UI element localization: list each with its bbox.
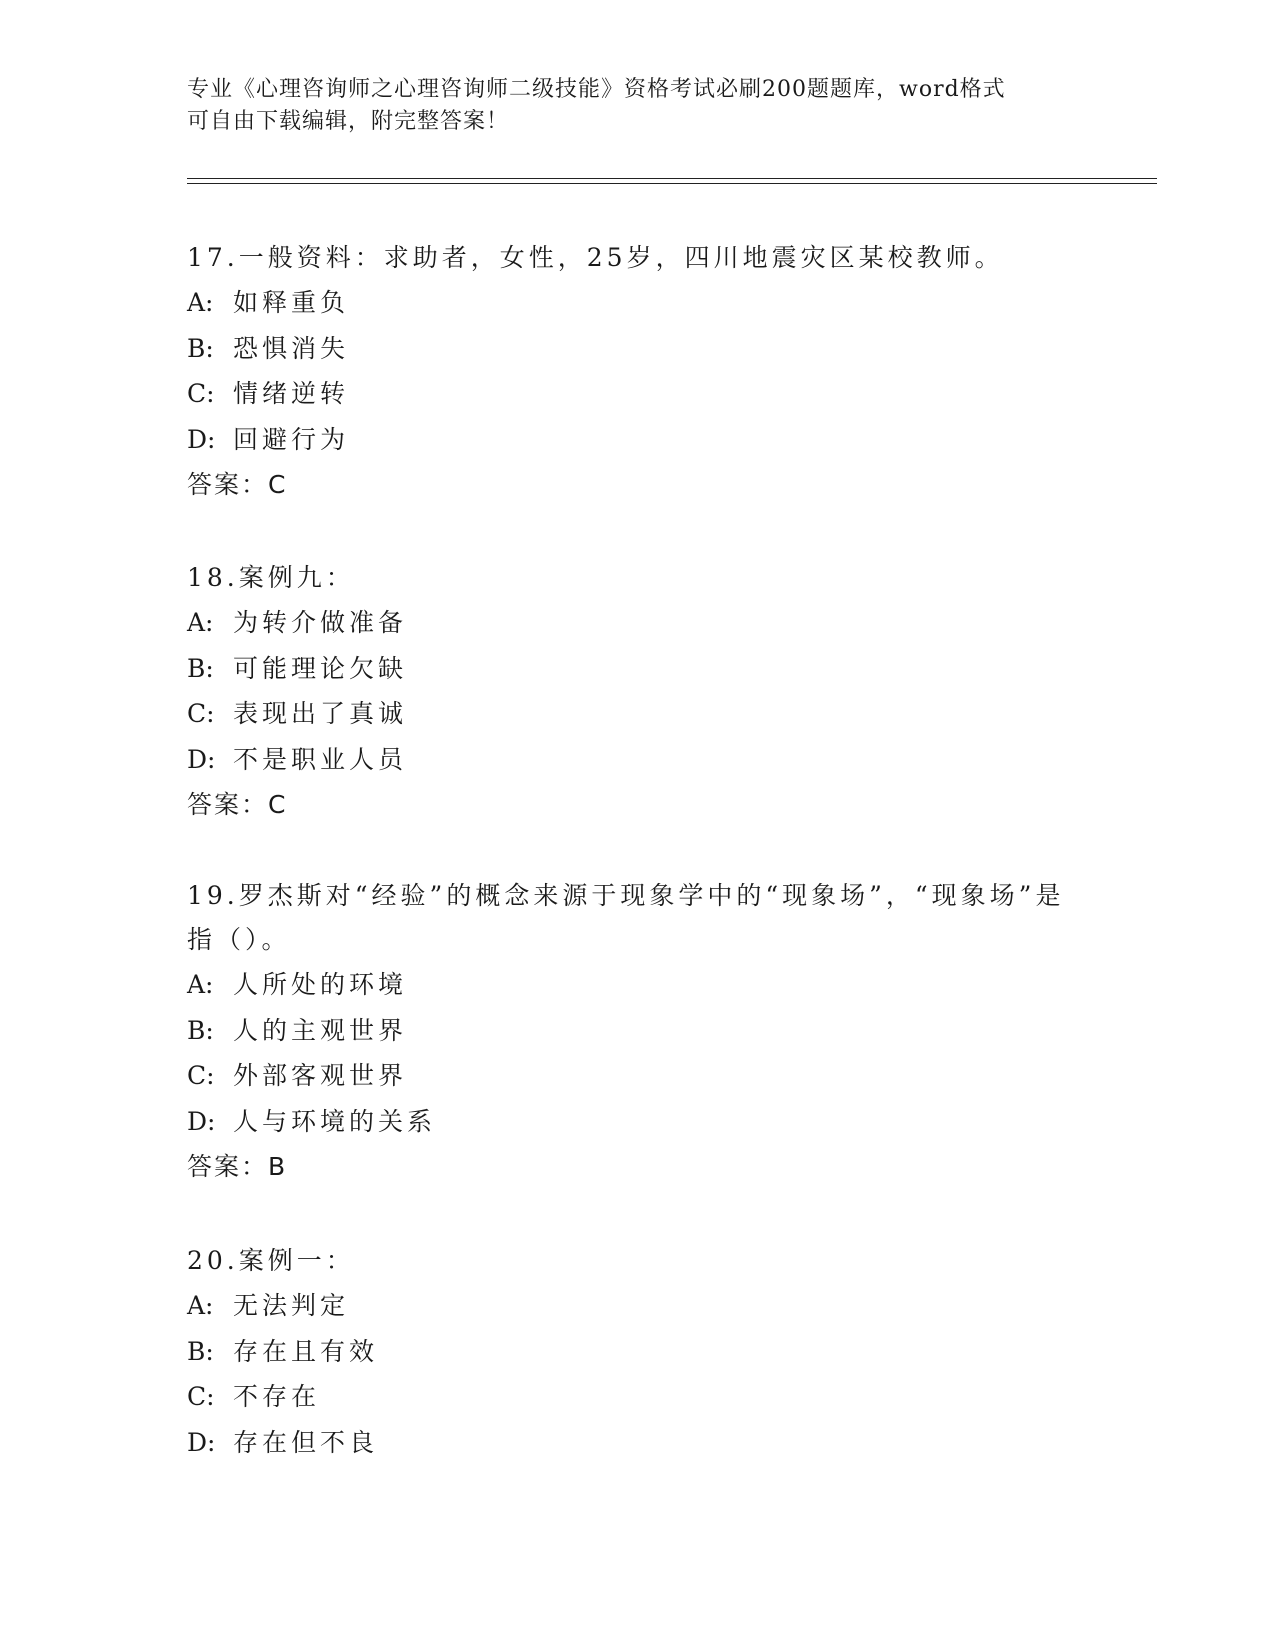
option-a [187,962,1087,1008]
option-b [187,326,1087,372]
option-letter: C: [187,1061,215,1090]
option-text: 为转介做准备 [233,608,408,637]
option-letter: A: [187,1291,214,1320]
option-b [187,646,1087,692]
option-text: 情绪逆转 [233,379,350,408]
question-17 [187,236,1087,507]
option-b [187,1329,1087,1375]
question-text: 18.案例九： [187,563,355,592]
header-divider-top [187,178,1157,179]
option-letter: B: [187,1015,214,1045]
option-letter: D: [187,1427,216,1457]
option-letter: B: [187,653,214,683]
option-letter: D: [187,424,216,454]
answer-line: 答案：C [187,790,288,819]
header-line-1: 专业《心理咨询师之心理咨询师二级技能》资格考试必刷200题题库，word格式 [187,77,1006,102]
option-letter: A: [187,970,214,999]
option-b [187,1008,1087,1054]
option-text: 不是职业人员 [233,744,408,774]
option-d [187,1099,1087,1145]
header-line-2: 可自由下载编辑，附完整答案！ [187,109,510,134]
option-text: 表现出了真诚 [233,699,408,728]
option-letter: D: [187,744,216,774]
answer-line: 答案：B [187,1152,288,1181]
option-letter: C: [187,1382,215,1411]
option-letter: A: [187,608,214,637]
option-text: 人所处的环境 [233,970,408,999]
document-header [187,74,1087,138]
option-text: 存在且有效 [233,1336,379,1366]
option-text: 恐惧消失 [233,333,350,363]
option-letter: C: [187,379,215,408]
question-19 [187,874,1087,1189]
header-divider-bottom [187,183,1157,184]
answer-line: 答案：C [187,470,288,499]
question-text: 20.案例一： [187,1246,355,1275]
option-letter: A: [187,288,214,317]
option-d [187,737,1087,783]
option-text: 无法判定 [233,1291,350,1320]
option-text: 可能理论欠缺 [233,653,408,683]
option-c [187,691,1087,737]
option-a [187,600,1087,646]
question-20 [187,1239,1087,1465]
option-c [187,1053,1087,1099]
option-text: 不存在 [233,1382,321,1411]
option-letter: C: [187,699,215,728]
option-text: 人与环境的关系 [233,1106,437,1136]
question-18 [187,556,1087,827]
option-letter: B: [187,333,214,363]
option-a [187,280,1087,326]
question-text: 19.罗杰斯对“经验”的概念来源于现象学中的“现象场”，“现象场”是指（）。 [187,881,1065,954]
option-a [187,1283,1087,1329]
option-text: 如释重负 [233,288,350,317]
option-text: 存在但不良 [233,1427,379,1457]
option-letter: B: [187,1336,214,1366]
option-text: 回避行为 [233,424,350,454]
option-text: 外部客观世界 [233,1061,408,1090]
question-text: 17.一般资料：求助者，女性，25岁，四川地震灾区某校教师。 [187,243,1004,272]
option-c [187,1374,1087,1420]
option-c [187,371,1087,417]
option-letter: D: [187,1106,216,1136]
option-d [187,417,1087,463]
option-text: 人的主观世界 [233,1015,408,1045]
option-d [187,1420,1087,1466]
